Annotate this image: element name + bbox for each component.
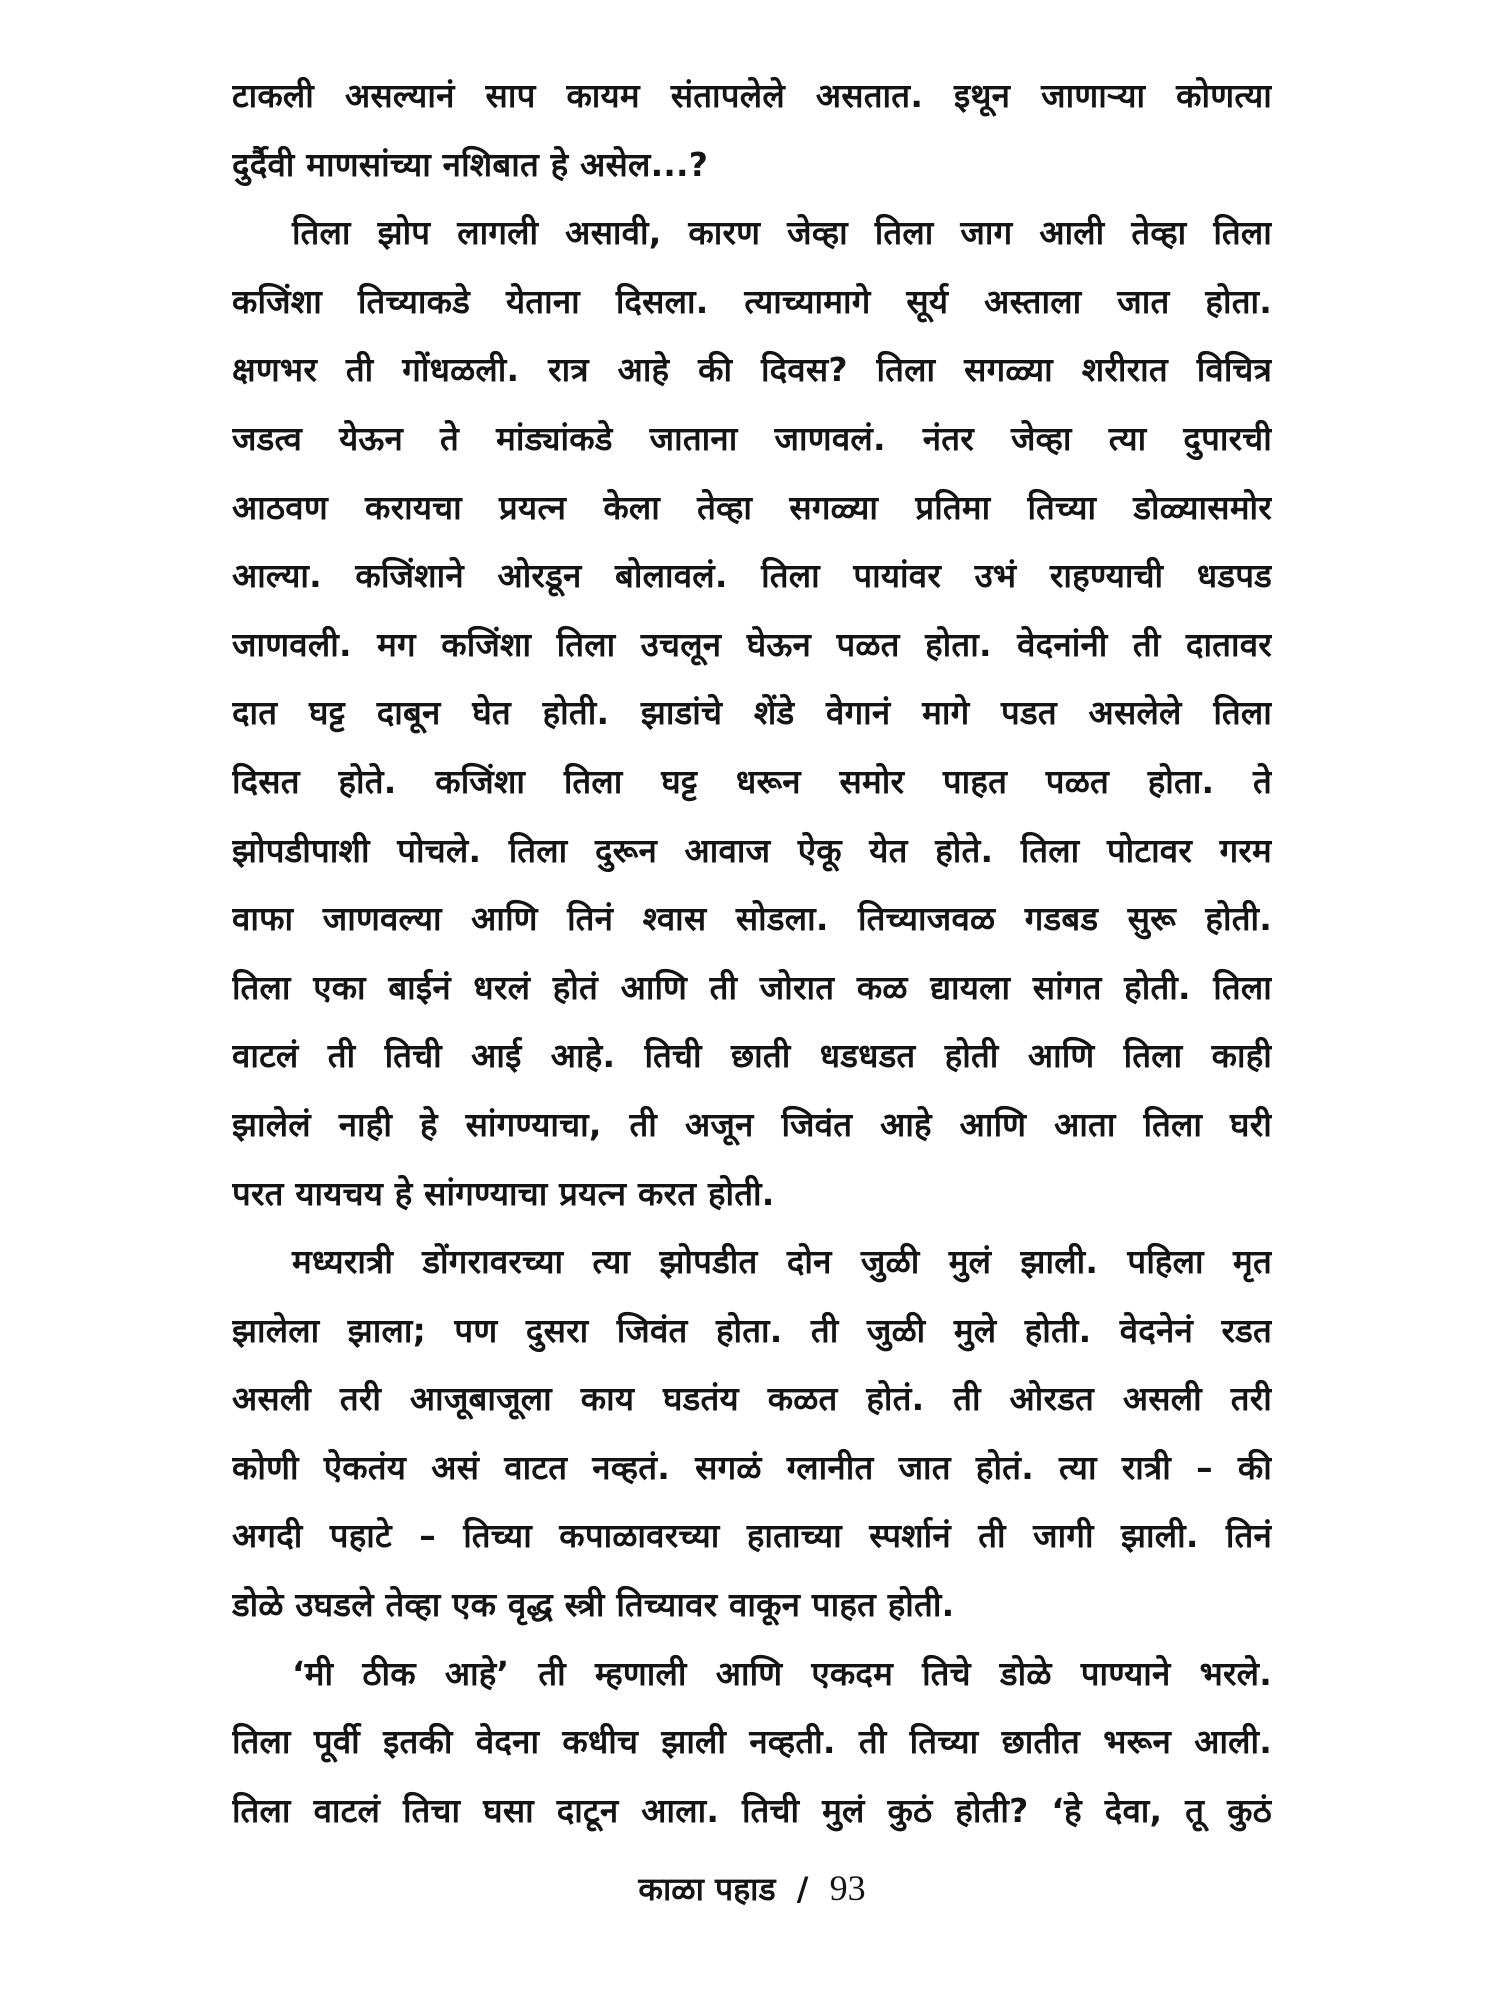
text-line: आठवण करायचा प्रयत्न केला तेव्हा सगळ्या प्रतिमा तिच्या डोळ्यासमोर — [232, 487, 1272, 527]
page-footer — [232, 1868, 1272, 1909]
paragraph-start-line: तिला झोप लागली असावी, कारण जेव्हा तिला जाग आली तेव्हा तिला — [292, 213, 1272, 253]
text-line: आल्या. कजिंशाने ओरडून बोलावलं. तिला पायांवर उभं राहण्याची धडपड — [232, 556, 1272, 596]
book-page — [232, 62, 1272, 1942]
text-line: वाटलं ती तिची आई आहे. तिची छाती धडधडत होती आणि तिला काही — [232, 1036, 1272, 1076]
running-title: काळा पहाड — [638, 1870, 776, 1908]
text-line: वाफा जाणवल्या आणि तिनं श्वास सोडला. तिच्याजवळ गडबड सुरू होती. — [232, 899, 1272, 939]
text-line: परत यायचय हे सांगण्याचा प्रयत्न करत होती. — [232, 1173, 775, 1213]
paragraph-start-line: मध्यरात्री डोंगरावरच्या त्या झोपडीत दोन जुळी मुलं झाली. पहिला मृत — [292, 1242, 1272, 1282]
text-line: दिसत होते. कजिंशा तिला घट्ट धरून समोर पाहत पळत होता. ते — [232, 761, 1272, 801]
text-line: झालेला झाला; पण दुसरा जिवंत होता. ती जुळी मुले होती. वेदनेनं रडत — [232, 1310, 1272, 1350]
text-line: कजिंशा तिच्याकडे येताना दिसला. त्याच्यामागे सूर्य अस्ताला जात होता. — [232, 281, 1272, 321]
text-line: तिला वाटलं तिचा घसा दाटून आला. तिची मुलं कुठं होती? ‘हे देवा, तू कुठं — [232, 1790, 1272, 1830]
footer-separator: / — [796, 1870, 809, 1908]
text-line: दात घट्ट दाबून घेत होती. झाडांचे शेंडे वेगानं मागे पडत असलेले तिला — [232, 693, 1272, 733]
text-line: झोपडीपाशी पोचले. तिला दुरून आवाज ऐकू येत होते. तिला पोटावर गरम — [232, 830, 1272, 870]
text-line: डोळे उघडले तेव्हा एक वृद्ध स्त्री तिच्यावर वाकून पाहत होती. — [232, 1585, 955, 1625]
text-line: क्षणभर ती गोंधळली. रात्र आहे की दिवस? तिला सगळ्या शरीरात विचित्र — [232, 350, 1272, 390]
text-line: असली तरी आजूबाजूला काय घडतंय कळत होतं. ती ओरडत असली तरी — [232, 1379, 1272, 1419]
text-line: तिला एका बाईनं धरलं होतं आणि ती जोरात कळ द्यायला सांगत होती. तिला — [232, 967, 1272, 1007]
text-line: झालेलं नाही हे सांगण्याचा, ती अजून जिवंत आहे आणि आता तिला घरी — [232, 1104, 1272, 1144]
page-number: 93 — [829, 1868, 866, 1908]
text-line: तिला पूर्वी इतकी वेदना कधीच झाली नव्हती. ती तिच्या छातीत भरून आली. — [232, 1722, 1272, 1762]
text-line: जडत्व येऊन ते मांड्यांकडे जाताना जाणवलं. नंतर जेव्हा त्या दुपारची — [232, 418, 1272, 458]
text-line: टाकली असल्यानं साप कायम संतापलेले असतात. इथून जाणाऱ्या कोणत्या — [232, 76, 1272, 115]
text-line: दुर्दैवी माणसांच्या नशिबात हे असेल...? — [232, 144, 709, 184]
text-line: जाणवली. मग कजिंशा तिला उचलून घेऊन पळत होता. वेदनांनी ती दातावर — [232, 624, 1272, 664]
paragraph-start-line: ‘मी ठीक आहे’ ती म्हणाली आणि एकदम तिचे डोळे पाण्याने भरले. — [292, 1653, 1272, 1693]
text-line: कोणी ऐकतंय असं वाटत नव्हतं. सगळं ग्लानीत जात होतं. त्या रात्री – की — [232, 1447, 1272, 1487]
text-line: अगदी पहाटे – तिच्या कपाळावरच्या हाताच्या स्पर्शानं ती जागी झाली. तिनं — [232, 1516, 1272, 1556]
body-text — [232, 62, 1272, 1845]
